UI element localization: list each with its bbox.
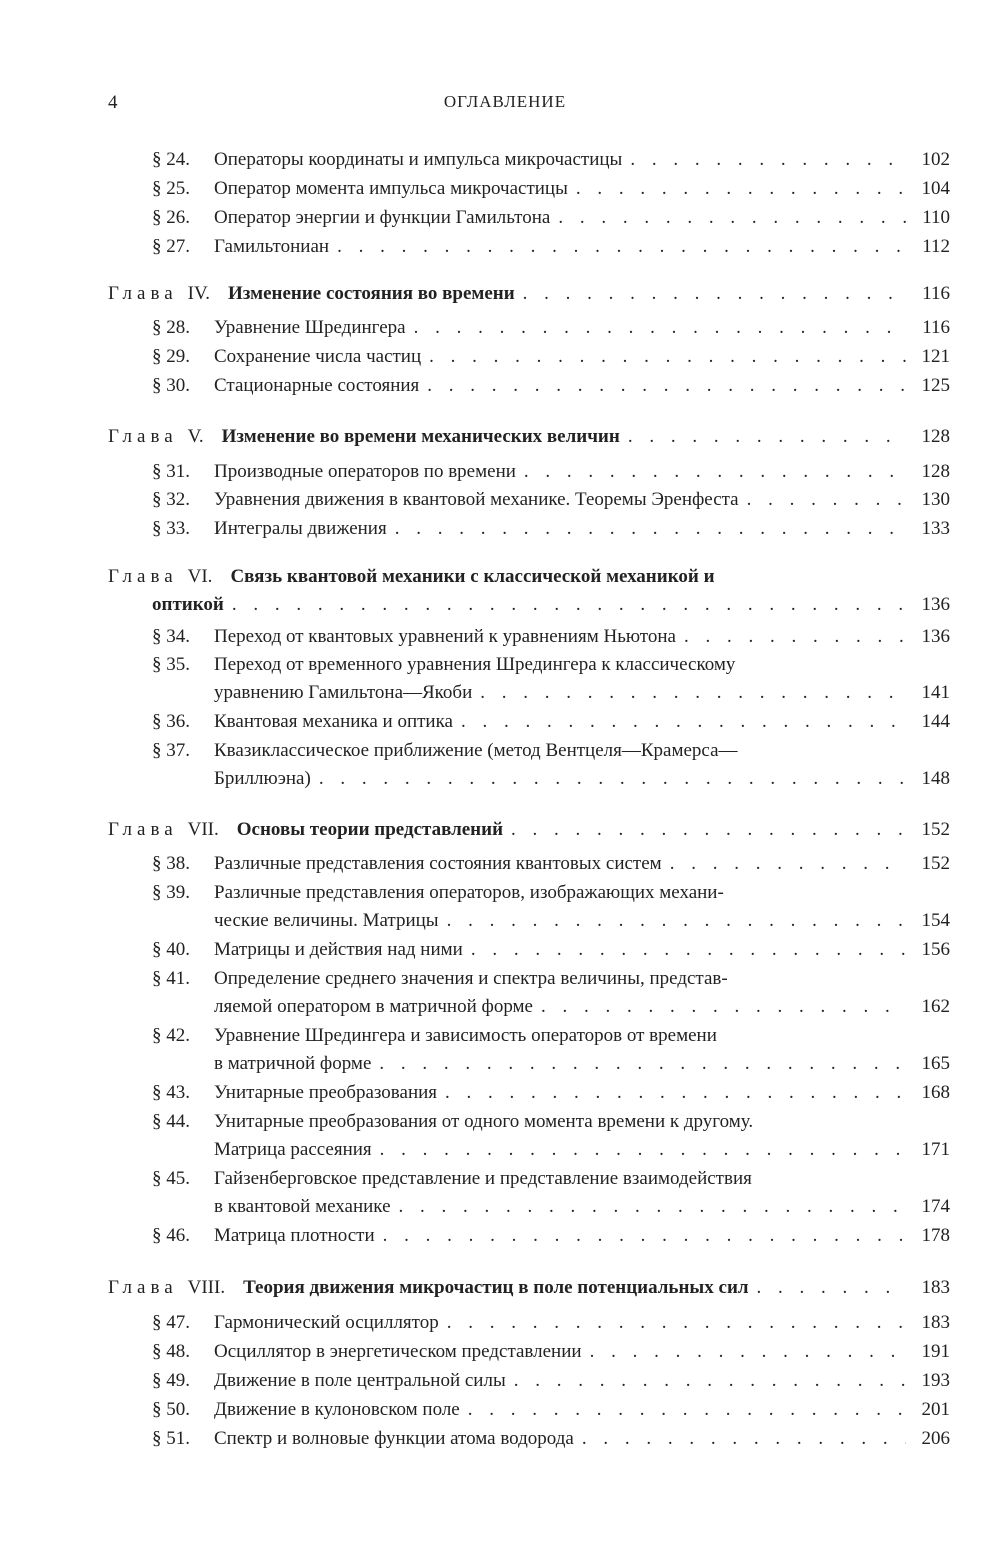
chapter-label: Глава	[108, 426, 178, 447]
page-ref: 201	[921, 1399, 950, 1420]
leader-dots	[399, 1193, 906, 1221]
section-title: Уравнения движения в квантовой механике. Теоремы Эренфеста	[214, 489, 739, 510]
section-title: Различные представления операторов, изображающих механи-	[214, 882, 724, 903]
leader-dots	[471, 936, 906, 964]
section-title-cont: ляемой оператором в матричной форме	[214, 996, 533, 1017]
section-title: Матрицы и действия над ними	[214, 939, 463, 960]
toc-entry-45-cont[interactable]	[152, 1193, 950, 1221]
section-title: Движение в поле центральной силы	[214, 1370, 506, 1391]
section-title: Определение среднего значения и спектра величины, представ-	[214, 968, 728, 989]
section-title: Унитарные преобразования	[214, 1082, 438, 1103]
section-title-cont: ческие величины. Матрицы	[214, 910, 439, 931]
section-number: § 47.	[152, 1312, 190, 1333]
chapter-number: VI.	[187, 566, 213, 587]
section-title-cont: уравнению Гамильтона—Якоби	[214, 682, 473, 703]
section-title-cont: Матрица рассеяния	[214, 1139, 372, 1160]
leader-dots	[541, 993, 906, 1021]
section-number: § 24.	[152, 149, 190, 170]
leader-dots	[383, 1222, 906, 1250]
page-ref: 162	[921, 996, 950, 1017]
leader-dots	[670, 850, 906, 878]
chapter-label: Глава	[108, 1277, 178, 1298]
leader-dots	[628, 423, 906, 451]
toc-entry-39[interactable]	[152, 879, 950, 907]
section-number: § 44.	[152, 1111, 190, 1132]
leader-dots	[379, 1050, 906, 1078]
toc-entry-48[interactable]	[152, 1338, 950, 1366]
page-ref: 171	[921, 1139, 950, 1160]
chapter-title: Изменение во времени механических величин	[221, 426, 620, 447]
section-number: § 26.	[152, 207, 190, 228]
section-number: § 33.	[152, 518, 190, 539]
section-title: Производные операторов по времени	[214, 461, 516, 482]
section-number: § 42.	[152, 1025, 190, 1046]
page-ref: 141	[921, 682, 950, 703]
toc-entry-45[interactable]	[152, 1165, 950, 1193]
leader-dots	[684, 623, 906, 651]
page-ref: 125	[921, 375, 950, 396]
leader-dots	[558, 204, 906, 232]
page-ref: 154	[921, 910, 950, 931]
toc-entry-35[interactable]	[152, 651, 950, 679]
section-number: § 39.	[152, 882, 190, 903]
leader-dots	[468, 1396, 906, 1424]
toc-entry-46[interactable]	[152, 1222, 950, 1250]
toc-chapter-5[interactable]	[108, 423, 950, 451]
leader-dots	[523, 280, 906, 308]
chapter-label: Глава	[108, 283, 178, 304]
leader-dots	[447, 1309, 906, 1337]
leader-dots	[590, 1338, 906, 1366]
toc-entry-26[interactable]	[152, 204, 950, 232]
toc-entry-43[interactable]	[152, 1079, 950, 1107]
leader-dots	[447, 907, 906, 935]
page-ref: 183	[921, 1312, 950, 1333]
section-title-cont: Бриллюэна)	[214, 768, 311, 789]
section-title-cont: в матричной форме	[214, 1053, 372, 1074]
leader-dots	[380, 1136, 906, 1164]
section-number: § 27.	[152, 236, 190, 257]
toc-entry-30[interactable]	[152, 372, 950, 400]
toc-entry-41[interactable]	[152, 965, 950, 993]
toc-entry-41-cont[interactable]	[152, 993, 950, 1021]
toc-entry-33[interactable]	[152, 515, 950, 543]
page-ref: 136	[921, 626, 950, 647]
chapter-title-cont: оптикой	[152, 594, 224, 615]
section-title: Оператор энергии и функции Гамильтона	[214, 207, 551, 228]
section-title: Гамильтониан	[214, 236, 330, 257]
leader-dots	[395, 515, 906, 543]
chapter-label: Глава	[108, 819, 178, 840]
toc-entry-37-cont[interactable]	[152, 765, 950, 793]
page-ref: 183	[921, 1277, 950, 1298]
section-number: § 48.	[152, 1341, 190, 1362]
leader-dots	[414, 314, 906, 342]
page-ref: 168	[921, 1082, 950, 1103]
leader-dots	[511, 816, 906, 844]
section-number: § 25.	[152, 178, 190, 199]
section-number: § 34.	[152, 626, 190, 647]
section-number: § 35.	[152, 654, 190, 675]
page-ref: 128	[921, 426, 950, 447]
leader-dots	[630, 146, 906, 174]
leader-dots	[576, 175, 906, 203]
page-ref: 165	[921, 1053, 950, 1074]
section-number: § 45.	[152, 1168, 190, 1189]
toc-entry-27[interactable]	[152, 233, 950, 261]
toc-entry-49[interactable]	[152, 1367, 950, 1395]
section-number: § 31.	[152, 461, 190, 482]
chapter-title: Связь квантовой механики с классической механикой и	[230, 566, 715, 587]
page-ref: 148	[921, 768, 950, 789]
section-title: Движение в кулоновском поле	[214, 1399, 460, 1420]
page-ref: 193	[921, 1370, 950, 1391]
toc-entry-29[interactable]	[152, 343, 950, 371]
section-title: Оператор момента импульса микрочастицы	[214, 178, 568, 199]
page-ref: 152	[921, 819, 950, 840]
leader-dots	[445, 1079, 906, 1107]
section-title: Интегралы движения	[214, 518, 387, 539]
section-number: § 38.	[152, 853, 190, 874]
leader-dots	[427, 372, 906, 400]
toc-entry-37[interactable]	[152, 737, 950, 765]
toc-entry-44-cont[interactable]	[152, 1136, 950, 1164]
toc-entry-39-cont[interactable]	[152, 907, 950, 935]
toc-entry-50[interactable]	[152, 1396, 950, 1424]
page-ref: 152	[921, 853, 950, 874]
toc-entry-24[interactable]	[152, 146, 950, 174]
section-title: Квазиклассическое приближение (метод Вентцеля—Крамерса—	[214, 740, 738, 761]
section-title: Гармонический осциллятор	[214, 1312, 439, 1333]
toc-chapter-6-cont[interactable]	[152, 591, 950, 619]
page-ref: 102	[921, 149, 950, 170]
page-title: ОГЛАВЛЕНИЕ	[443, 92, 567, 111]
section-number: § 29.	[152, 346, 190, 367]
toc-entry-36[interactable]	[152, 708, 950, 736]
section-title: Унитарные преобразования от одного момента времени к другому.	[214, 1111, 754, 1132]
section-title: Различные представления состояния квантовых систем	[214, 853, 662, 874]
section-number: § 46.	[152, 1225, 190, 1246]
section-title-cont: в квантовой механике	[214, 1196, 391, 1217]
page-ref: 206	[921, 1428, 950, 1449]
toc-entry-32[interactable]	[152, 486, 950, 514]
toc-chapter-4[interactable]	[108, 280, 950, 308]
section-title: Стационарные состояния	[214, 375, 420, 396]
page-ref: 104	[921, 178, 950, 199]
page-ref: 121	[921, 346, 950, 367]
leader-dots	[514, 1367, 906, 1395]
section-number: § 43.	[152, 1082, 190, 1103]
page-ref: 116	[922, 283, 950, 304]
toc-entry-42[interactable]	[152, 1022, 950, 1050]
section-number: § 36.	[152, 711, 190, 732]
toc-chapter-8[interactable]	[108, 1274, 950, 1302]
page-ref: 116	[922, 317, 950, 338]
toc-entry-31[interactable]	[152, 458, 950, 486]
leader-dots	[757, 1274, 906, 1302]
leader-dots	[232, 591, 906, 619]
section-number: § 49.	[152, 1370, 190, 1391]
section-title: Переход от квантовых уравнений к уравнениям Ньютона	[214, 626, 676, 647]
chapter-number: VIII.	[187, 1277, 226, 1298]
chapter-number: VII.	[187, 819, 219, 840]
chapter-title: Основы теории представлений	[236, 819, 504, 840]
toc-entry-51[interactable]	[152, 1425, 950, 1453]
toc-entry-28[interactable]	[152, 314, 950, 342]
section-number: § 37.	[152, 740, 190, 761]
chapter-title: Теория движения микрочастиц в поле потенциальных сил	[243, 1277, 749, 1298]
page-ref: 191	[921, 1341, 950, 1362]
section-number: § 30.	[152, 375, 190, 396]
toc-entry-25[interactable]	[152, 175, 950, 203]
section-number: § 40.	[152, 939, 190, 960]
toc-chapter-6[interactable]	[108, 563, 950, 591]
chapter-number: V.	[187, 426, 204, 447]
section-title: Уравнение Шредингера	[214, 317, 406, 338]
section-number: § 41.	[152, 968, 190, 989]
section-title: Переход от временного уравнения Шредингера к классическому	[214, 654, 736, 675]
section-title: Осциллятор в энергетическом представлении	[214, 1341, 582, 1362]
section-title: Гайзенберговское представление и представление взаимодействия	[214, 1168, 752, 1189]
leader-dots	[524, 458, 906, 486]
page-ref: 128	[921, 461, 950, 482]
leader-dots	[582, 1425, 906, 1453]
leader-dots	[461, 708, 906, 736]
section-title: Матрица плотности	[214, 1225, 375, 1246]
page-ref: 133	[921, 518, 950, 539]
leader-dots	[747, 486, 906, 514]
chapter-title: Изменение состояния во времени	[227, 283, 515, 304]
page-number: 4	[108, 92, 118, 113]
toc-entry-35-cont[interactable]	[152, 679, 950, 707]
section-title: Сохранение числа частиц	[214, 346, 422, 367]
toc-entry-40[interactable]	[152, 936, 950, 964]
page-ref: 130	[921, 489, 950, 510]
page-ref: 112	[922, 236, 950, 257]
page-ref: 156	[921, 939, 950, 960]
leader-dots	[337, 233, 906, 261]
section-number: § 51.	[152, 1428, 190, 1449]
section-title: Спектр и волновые функции атома водорода	[214, 1428, 574, 1449]
toc-entry-47[interactable]	[152, 1309, 950, 1337]
page-ref: 136	[921, 594, 950, 615]
leader-dots	[429, 343, 906, 371]
section-title: Уравнение Шредингера и зависимость операторов от времени	[214, 1025, 717, 1046]
page-ref: 144	[921, 711, 950, 732]
toc-entry-44[interactable]	[152, 1108, 950, 1136]
page-ref: 174	[921, 1196, 950, 1217]
chapter-label: Глава	[108, 566, 178, 587]
toc-entry-42-cont[interactable]	[152, 1050, 950, 1078]
leader-dots	[480, 679, 906, 707]
toc-chapter-7[interactable]	[108, 816, 950, 844]
page-ref: 178	[921, 1225, 950, 1246]
section-number: § 32.	[152, 489, 190, 510]
section-number: § 28.	[152, 317, 190, 338]
section-number: § 50.	[152, 1399, 190, 1420]
section-title: Квантовая механика и оптика	[214, 711, 453, 732]
toc-entry-38[interactable]	[152, 850, 950, 878]
leader-dots	[319, 765, 906, 793]
chapter-number: IV.	[187, 283, 210, 304]
section-title: Операторы координаты и импульса микрочастицы	[214, 149, 623, 170]
toc-entry-34[interactable]	[152, 623, 950, 651]
page-ref: 110	[922, 207, 950, 228]
